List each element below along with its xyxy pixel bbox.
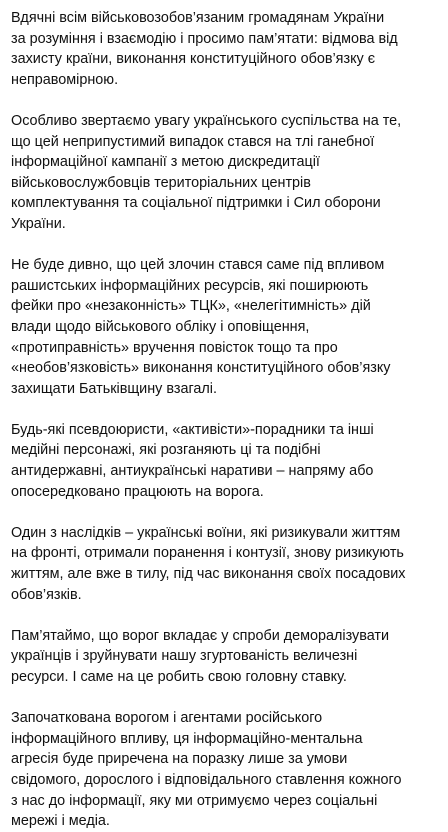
paragraph-7: Започаткована ворогом і агентами російського інформаційного впливу, ця інформаційно-ментальна агресія буде приречена на поразку лише за умови свідомого, дорослого і відповідального ставлення кожного з нас до інформації, яку ми отримуємо через соціальні мережі і медіа. — [11, 710, 402, 830]
paragraph-5: Один з наслідків – українські воїни, які ризикували життям на фронті, отримали поранення і контузії, знову ризикують життям, але вже в тилу, під час виконання своїх посадових обов’язків. — [11, 524, 406, 603]
paragraph-6: Пам’ятаймо, що ворог вкладає у спроби деморалізувати українців і зруйнувати нашу згуртованість величезні ресурси. І саме на це робить свою головну ставку. — [11, 627, 390, 685]
paragraph-1: Вдячні всім військовозобов’язаним громадянам України за розуміння і взаємодію і просимо пам’ятати: відмова від захисту країни, виконання конституційного обов’язку є неправомірною. — [11, 10, 398, 88]
document-body — [11, 8, 443, 832]
paragraph-3: Не буде дивно, що цей злочин стався саме під впливом рашистських інформаційних ресурсів, які поширюють фейки про «незаконність» ТЦК», «нелегітимність» дій влади щодо військового обліку і оповіщення, «протиправність» вручення повісток тощо та про «необов’язковість» виконання конституційного обов’язку захищати Батьківщину взагалі. — [11, 257, 391, 397]
paragraph-4: Будь-які псевдоюристи, «активісти»-порадники та інші медійні персонажі, які розганяють ці та подібні антидержавні, антиукраїнські наративи – напряму або опосередковано працюють на ворога. — [11, 421, 374, 500]
paragraph-2: Особливо звертаємо увагу українського суспільства на те, що цей неприпустимий випадок стався на тлі ганебної інформаційної кампанії з метою дискредитації військовослужбовців територіальних центрів комплектування та соціальної підтримки і Сил оборони України. — [11, 112, 402, 232]
